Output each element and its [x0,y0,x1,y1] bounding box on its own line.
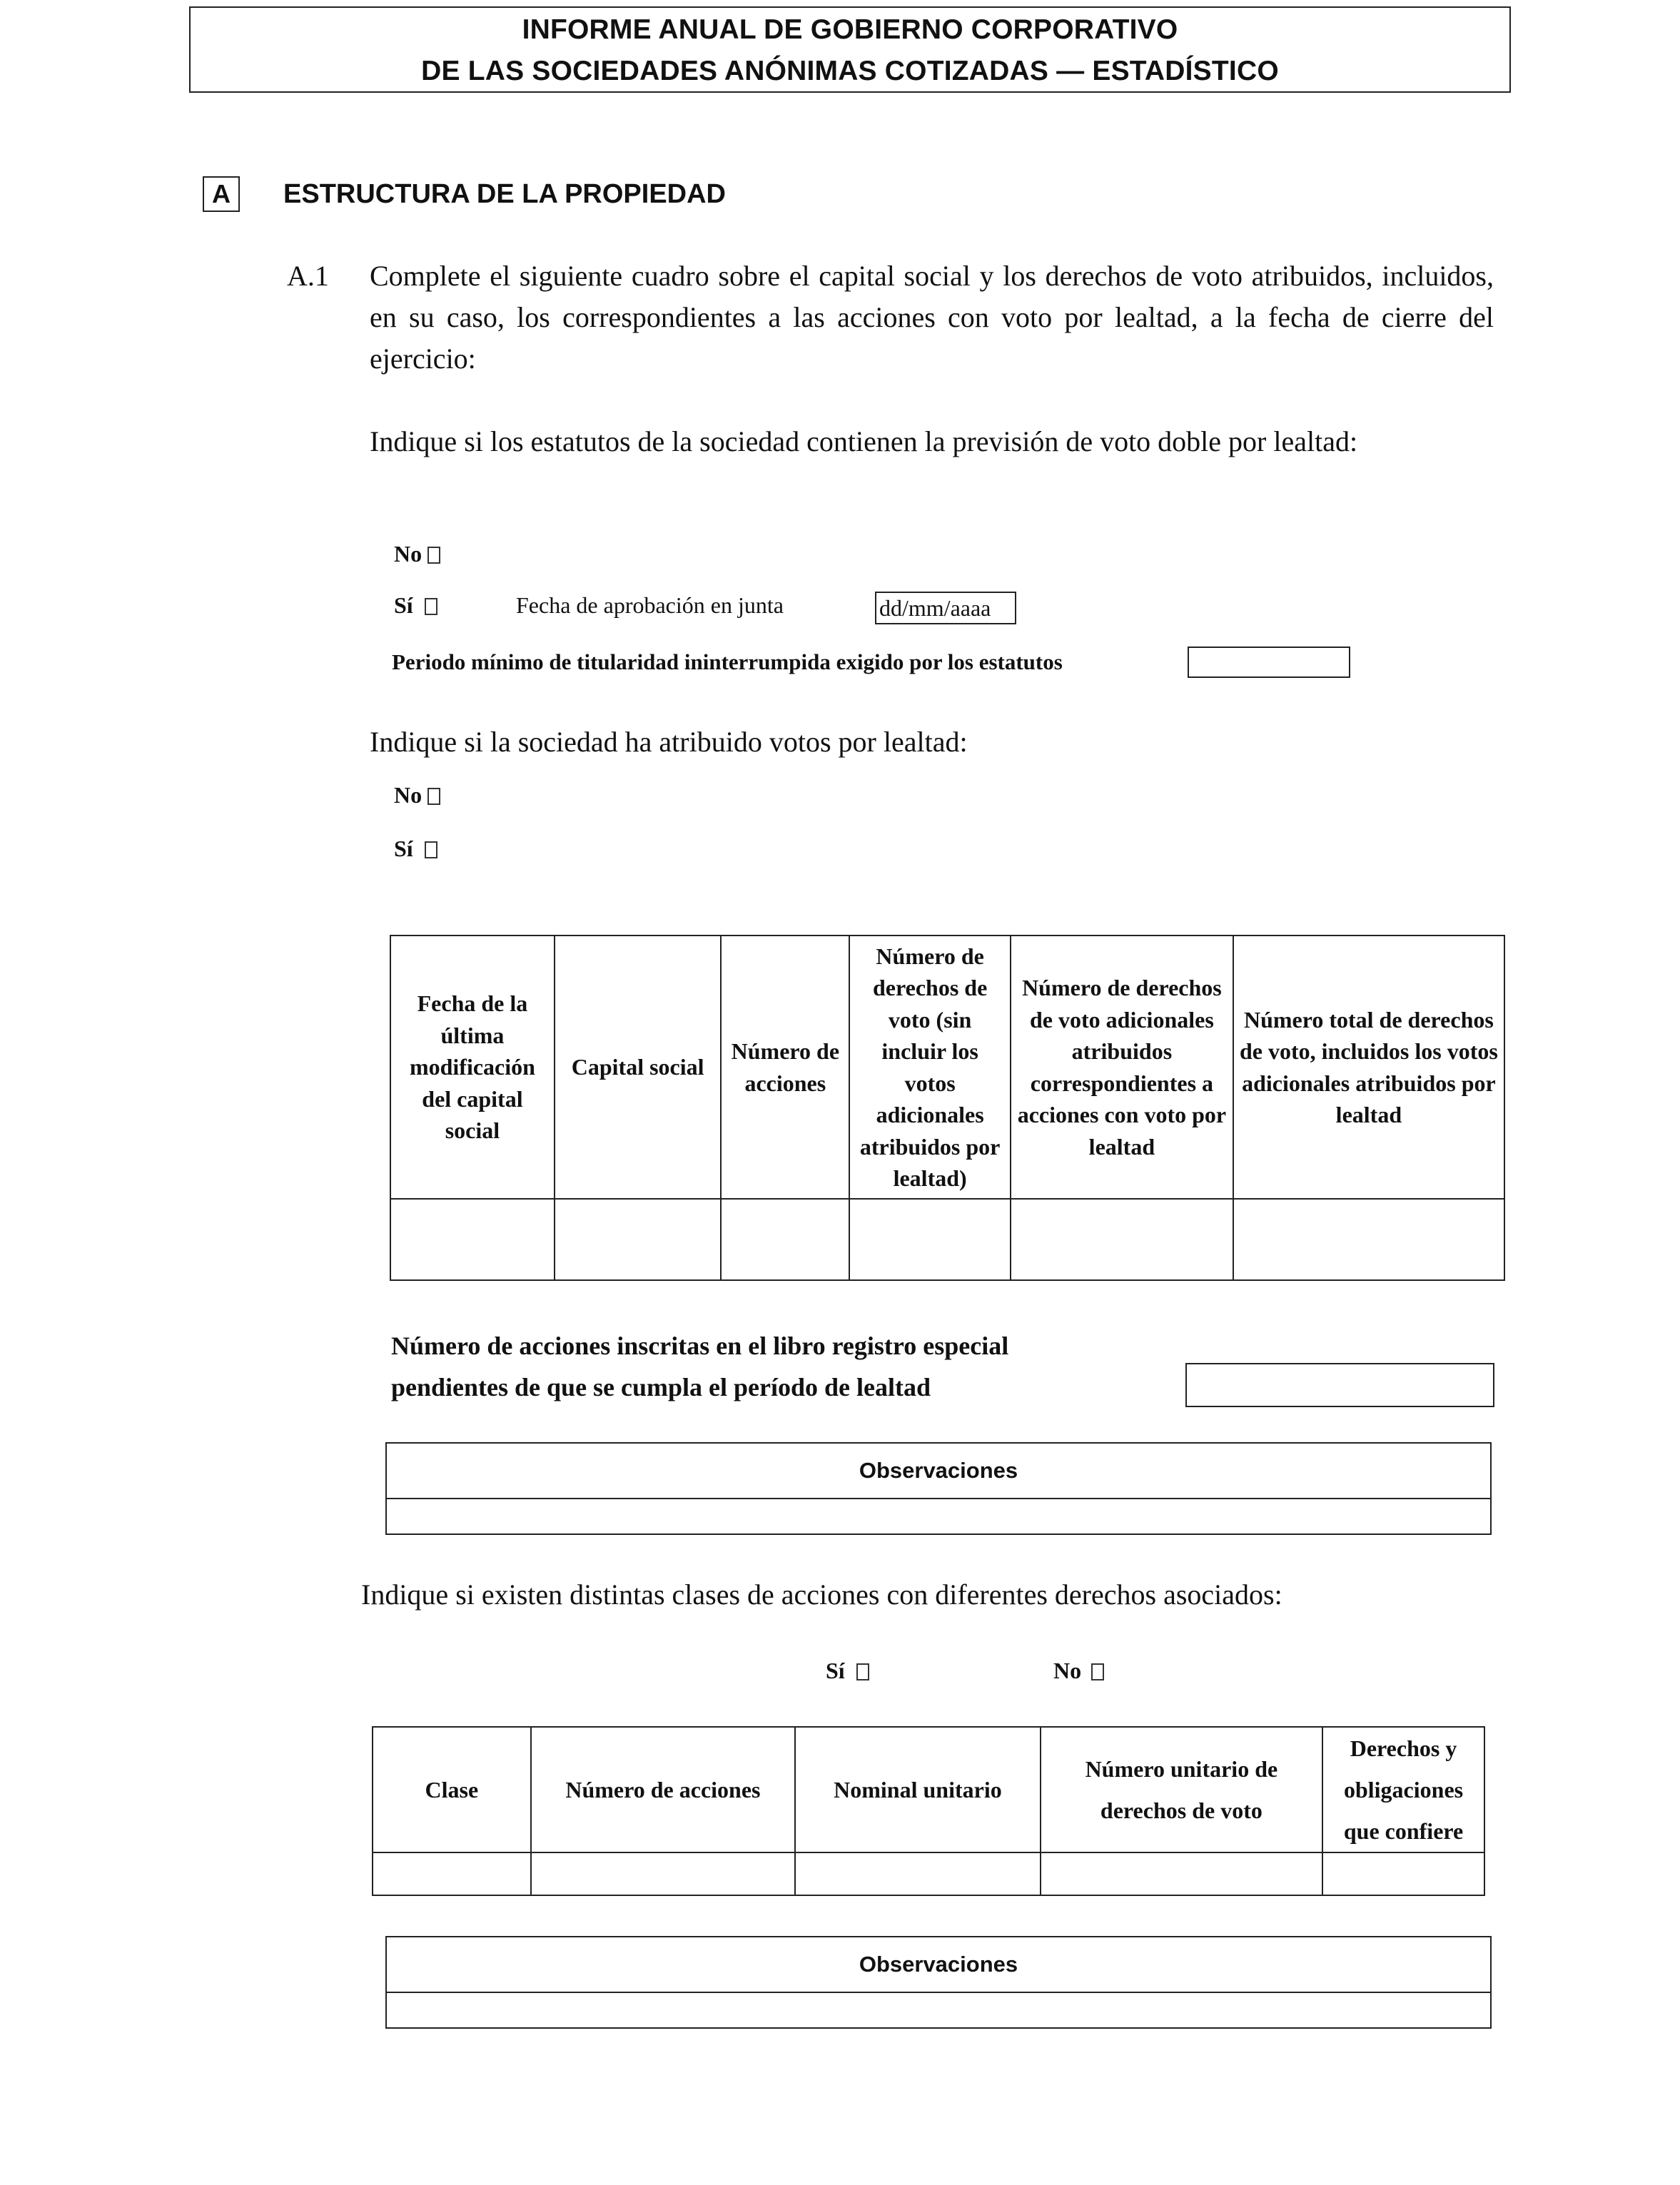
section-letter-badge: A [203,176,240,212]
observations-box-1 [385,1442,1492,1535]
table-cell[interactable] [531,1852,795,1895]
question-number: A.1 [287,260,329,292]
checkbox-icon[interactable] [425,841,437,858]
loyalty-yes-option[interactable] [394,589,437,621]
pending-shares-label-line-1: Número de acciones inscritas en el libro registro especial [391,1332,1009,1360]
attributed-no-label: No [394,782,422,808]
minimum-period-field[interactable] [1188,647,1350,678]
checkbox-icon[interactable] [425,598,437,615]
checkbox-icon[interactable] [1091,1663,1104,1680]
classes-no-label: No [1053,1658,1082,1683]
table-cell[interactable] [373,1852,531,1895]
table-cell[interactable] [849,1199,1011,1280]
share-classes-table [372,1726,1485,1896]
table-cell[interactable] [1322,1852,1484,1895]
table-row [373,1852,1484,1895]
document-title-line-2: DE LAS SOCIEDADES ANÓNIMAS COTIZADAS — ESTADÍSTICO [421,56,1279,86]
classes-yes-label: Sí [826,1658,845,1683]
approval-date-label: Fecha de aprobación en junta [516,592,784,618]
observations-title: Observaciones [387,1937,1490,1993]
header-voting-rights: Número de derechos de voto (sin incluir los votos adicionales atribuidos por lealtad) [849,936,1011,1199]
section-title: ESTRUCTURA DE LA PROPIEDAD [283,179,726,209]
observations-box-2 [385,1936,1492,2029]
table-row [390,1199,1504,1280]
attributed-yes-label: Sí [394,836,413,861]
checkbox-icon[interactable] [427,547,440,564]
approval-date-field[interactable]: dd/mm/aaaa [875,592,1016,624]
loyalty-yes-label: Sí [394,592,413,618]
classes-no-option[interactable] [1053,1655,1104,1686]
table-cell[interactable] [1233,1199,1504,1280]
classes-yes-option[interactable] [826,1655,869,1686]
checkbox-icon[interactable] [856,1663,869,1680]
observations-text-field[interactable] [387,1993,1490,2029]
loyalty-no-label: No [394,541,422,567]
loyalty-no-option[interactable] [394,538,440,569]
table-cell[interactable] [1011,1199,1233,1280]
pending-shares-label-line-2: pendientes de que se cumpla el período de lealtad [391,1373,931,1401]
attributed-yes-option[interactable] [394,833,437,864]
loyalty-vote-question: Indique si los estatutos de la sociedad contienen la previsión de voto doble por lealtad: [370,425,1358,457]
table-cell[interactable] [795,1852,1041,1895]
capital-table [390,935,1505,1281]
table-cell[interactable] [721,1199,849,1280]
classes-table-header-row [373,1727,1484,1852]
share-classes-question: Indique si existen distintas clases de acciones con diferentes derechos asociados: [361,1578,1282,1611]
table-cell[interactable] [390,1199,555,1280]
header-number-of-shares: Número de acciones [531,1727,795,1852]
minimum-period-label: Periodo mínimo de titularidad ininterrumpida exigido por los estatutos [392,649,1063,674]
header-total-voting-rights: Número total de derechos de voto, incluidos los votos adicionales atribuidos por lealtad [1233,936,1504,1199]
header-nominal-unit: Nominal unitario [795,1727,1041,1852]
observations-text-field[interactable] [387,1499,1490,1535]
observations-title: Observaciones [387,1444,1490,1499]
pending-shares-label [391,1325,1008,1408]
table-cell[interactable] [555,1199,722,1280]
attributed-votes-question: Indique si la sociedad ha atribuido votos por lealtad: [370,726,968,758]
header-additional-voting-rights: Número de derechos de voto adicionales atribuidos correspondientes a acciones con voto por lealtad [1011,936,1233,1199]
table-cell[interactable] [1041,1852,1322,1895]
header-rights-obligations: Derechos y obligaciones que confiere [1322,1727,1484,1852]
pending-shares-field[interactable] [1185,1363,1494,1407]
header-unit-voting-rights: Número unitario de derechos de voto [1041,1727,1322,1852]
header-last-modification-date: Fecha de la última modificación del capital social [390,936,555,1199]
header-share-capital: Capital social [555,936,722,1199]
header-class: Clase [373,1727,531,1852]
document-title-line-1: INFORME ANUAL DE GOBIERNO CORPORATIVO [522,14,1178,45]
attributed-no-option[interactable] [394,779,440,811]
header-number-of-shares: Número de acciones [721,936,849,1199]
checkbox-icon[interactable] [427,788,440,805]
question-a1-text: Complete el siguiente cuadro sobre el capital social y los derechos de voto atribuidos, incluidos, en su caso, los correspondientes a las acciones con voto por lealtad, a la fecha de cierre del ejercicio: [370,260,1494,375]
capital-table-header-row [390,936,1504,1199]
document-title-box [189,6,1511,93]
